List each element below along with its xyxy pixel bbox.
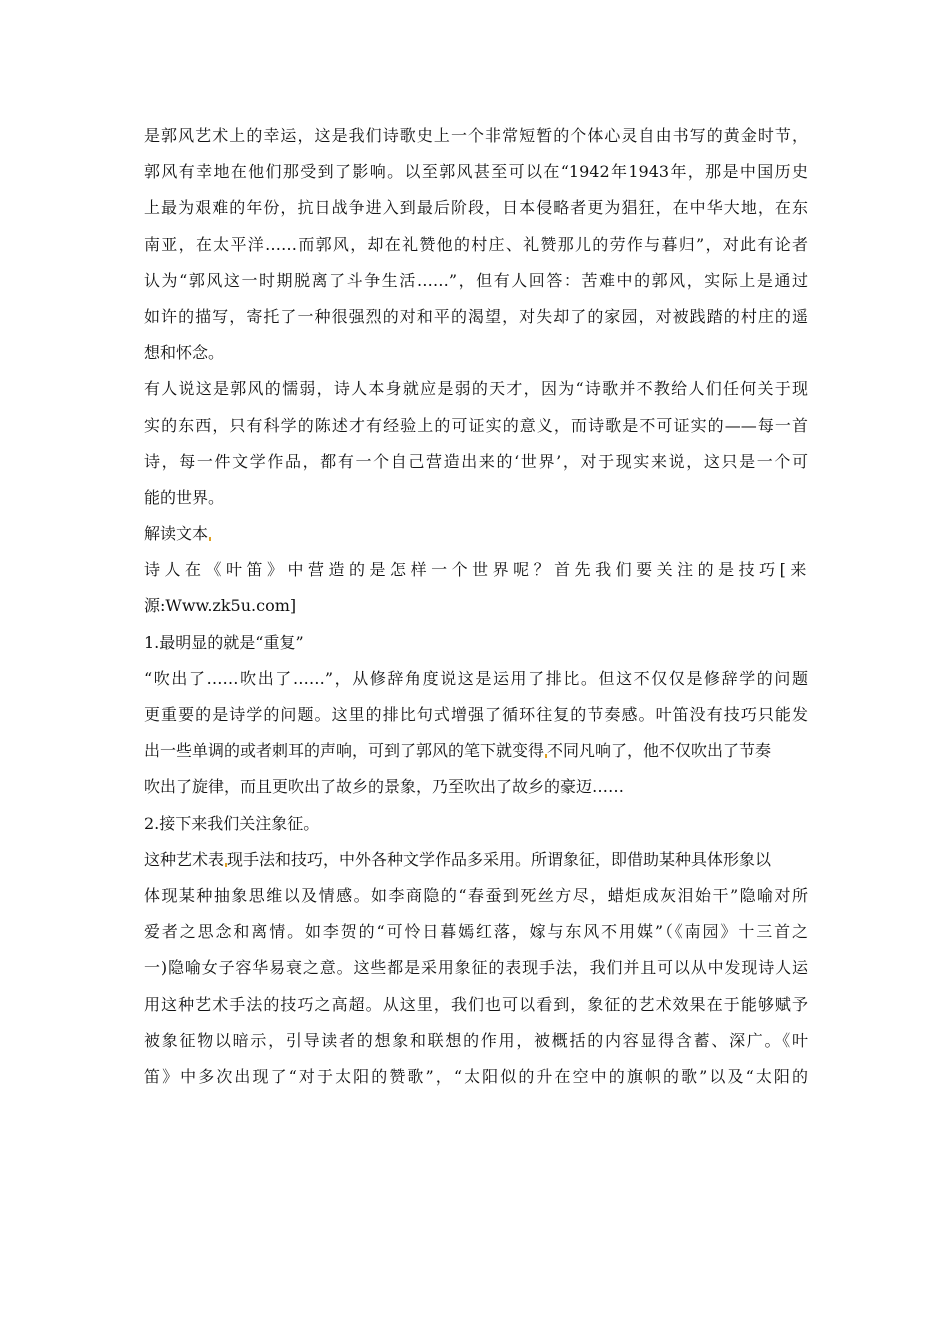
text-line: 源:Www.zk5u.com] bbox=[144, 596, 297, 616]
text-line: 用这种艺术手法的技巧之高超。从这里，我们也可以看到，象征的艺术效果在于能够赋予 bbox=[144, 994, 808, 1014]
text-segment: 出一些单调的或者刺耳的声响，可到了郭风的笔下就变得 bbox=[144, 741, 545, 761]
text-line: 诗，每一件文学作品，都有一个自己营造出来的‘世界’，对于现实来说，这只是一个可 bbox=[144, 451, 808, 471]
text-line: “吹出了……吹出了……”，从修辞角度说这是运用了排比。但这不仅仅是修辞学的问题 bbox=[144, 668, 808, 688]
text-line: 被象征物以暗示，引导读者的想象和联想的作用，被概括的内容显得含蓄、深广。《叶 bbox=[144, 1030, 808, 1050]
text-line: 更重要的是诗学的问题。这里的排比句式增强了循环往复的节奏感。叶笛没有技巧只能发 bbox=[144, 705, 808, 724]
text-line: 吹出了旋律，而且更吹出了故乡的景象，乃至吹出了故乡的豪迈…… bbox=[144, 777, 625, 797]
text-line-marked bbox=[144, 842, 808, 878]
text-line: 认为“郭风这一时期脱离了斗争生活……”，但有人回答：苦难中的郭风，实际上是通过 bbox=[144, 270, 808, 290]
document-body bbox=[144, 118, 808, 1095]
text-line: 爱者之思念和离情。如李贺的“可怜日暮嫣红落，嫁与东风不用媒”（《南园》十三首之 bbox=[144, 922, 808, 942]
text-segment: 现手法和技巧，中外各种文学作品多采用。所谓象征，即借助某种具体形象以 bbox=[227, 849, 772, 869]
text-line: 1.最明显的就是“重复” bbox=[144, 632, 304, 652]
text-line: 有人说这是郭风的懦弱，诗人本身就应是弱的天才，因为“诗歌并不教给人们任何关于现 bbox=[144, 379, 808, 399]
text-line: 如许的描写，寄托了一种很强烈的对和平的渴望，对失却了的家园，对被践踏的村庄的遥 bbox=[144, 306, 808, 326]
text-segment: 不同凡响了，他不仅吹出了节奏 bbox=[547, 741, 772, 761]
text-line: 想和怀念。 bbox=[144, 343, 225, 363]
text-line: 体现某种抽象思维以及情感。如李商隐的“春蚕到死丝方尽，蜡炬成灰泪始干”隐喻对所 bbox=[144, 885, 808, 905]
text-line: 能的世界。 bbox=[144, 487, 225, 507]
section-heading-line bbox=[144, 516, 808, 552]
text-line: 一)隐喻女子容华易衰之意。这些都是采用象征的表现手法，我们并且可以从中发现诗人运 bbox=[144, 958, 808, 978]
text-line: 诗人在《叶笛》中营造的是怎样一个世界呢？首先我们要关注的是技巧[来 bbox=[144, 560, 808, 580]
text-line: 实的东西，只有科学的陈述才有经验上的可证实的意义，而诗歌是不可证实的——每一首 bbox=[144, 415, 808, 435]
text-line: 是郭风艺术上的幸运，这是我们诗歌史上一个非常短暂的个体心灵自由书写的黄金时节， bbox=[144, 126, 808, 145]
highlight-mark bbox=[209, 537, 211, 541]
text-line: 笛》中多次出现了“对于太阳的赞歌”，“太阳似的升在空中的旗帜的歌”以及“太阳的 bbox=[144, 1066, 808, 1086]
text-segment: 这种艺术表 bbox=[144, 849, 225, 869]
text-line: 南亚，在太平洋……而郭风，却在礼赞他的村庄、礼赞那儿的劳作与暮归”，对此有论者 bbox=[144, 234, 808, 254]
section-heading: 解读文本 bbox=[144, 524, 209, 544]
text-line: 2.接下来我们关注象征。 bbox=[144, 813, 320, 833]
text-line: 上最为艰难的年份，抗日战争进入到最后阶段，日本侵略者更为猖狂，在中华大地，在东 bbox=[144, 198, 808, 218]
text-line-marked bbox=[144, 733, 808, 769]
text-line: 郭风有幸地在他们那受到了影响。以至郭风甚至可以在“1942年1943年，那是中国历史 bbox=[144, 162, 808, 182]
